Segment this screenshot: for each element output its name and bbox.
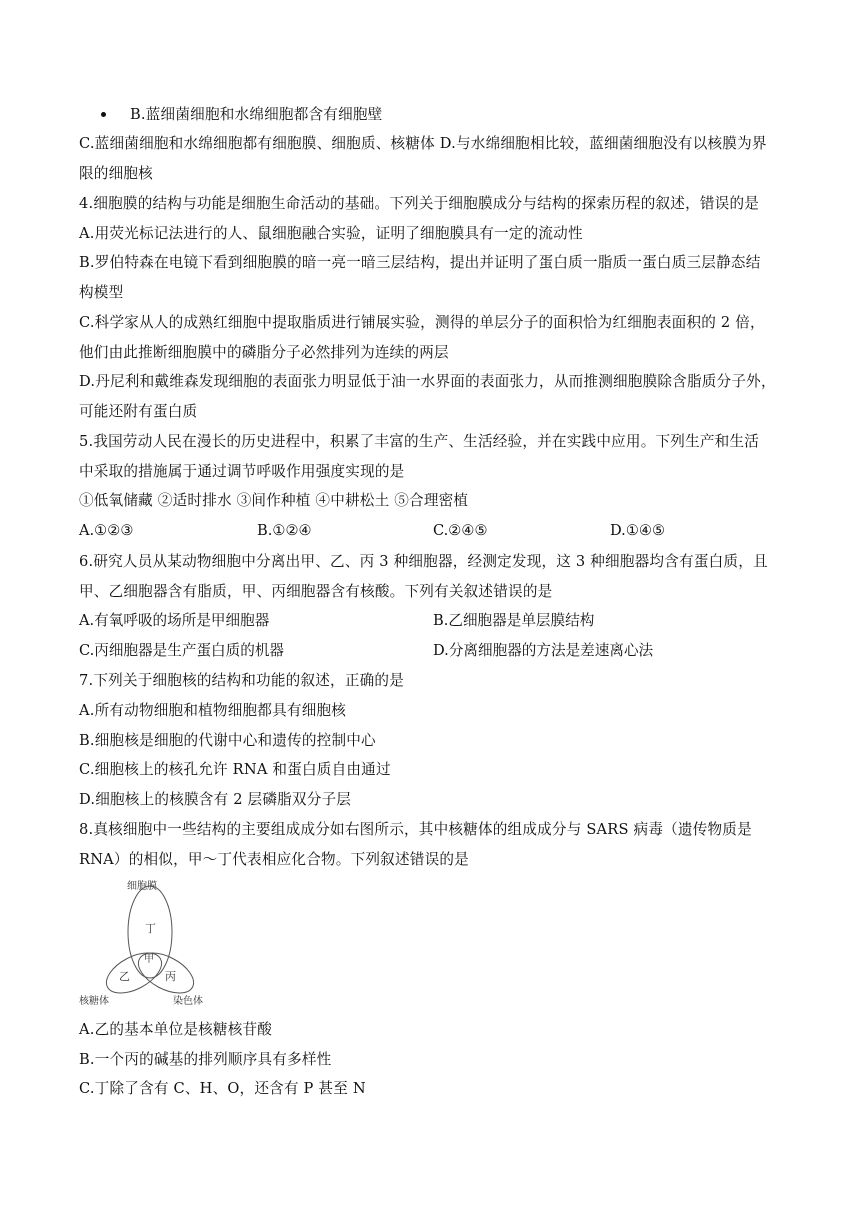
- q4-option-d: D.丹尼利和戴维森发现细胞的表面张力明显低于油一水界面的表面张力，从而推测细胞膜除含脂质分子外，: [79, 373, 776, 390]
- q5-items: ①低氧储藏 ②适时排水 ③间作种植 ④中耕松土 ⑤合理密植: [79, 492, 469, 509]
- venn-label-ding: 丁: [145, 922, 156, 935]
- venn-label-membrane: 细胞膜: [127, 881, 157, 892]
- q4-option-b-cont: 构模型: [79, 284, 124, 301]
- q4-stem: 4.细胞膜的结构与功能是细胞生命活动的基础。下列关于细胞膜成分与结构的探索历程的叙述，错误的是: [79, 195, 760, 212]
- q4-option-b: B.罗伯特森在电镜下看到细胞膜的暗一亮一暗三层结构，提出并证明了蛋白质一脂质一蛋白质三层静态结: [79, 254, 761, 271]
- bullet-dot: [101, 112, 106, 117]
- venn-diagram: [79, 876, 219, 1010]
- q7-stem: 7.下列关于细胞核的结构和功能的叙述，正确的是: [79, 672, 404, 689]
- q3-option-d-cont: 限的细胞核: [79, 165, 153, 182]
- q7-option-b: B.细胞核是细胞的代谢中心和遗传的控制中心: [79, 732, 376, 749]
- q6-stem: 6.研究人员从某动物细胞中分离出甲、乙、丙 3 种细胞器，经测定发现，这 3 种细胞器均含有蛋白质，且: [79, 553, 768, 570]
- q8-stem: 8.真核细胞中一些结构的主要组成成分如右图所示，其中核糖体的组成成分与 SARS 病毒（遗传物质是: [79, 821, 752, 838]
- q7-option-a: A.所有动物细胞和植物细胞都具有细胞核: [79, 702, 347, 719]
- q5-option-a: A.①②③: [79, 522, 134, 539]
- venn-label-yi: 乙: [119, 970, 130, 983]
- q5-option-b: B.①②④: [257, 522, 312, 539]
- q8-option-b: B.一个丙的碱基的排列顺序具有多样性: [79, 1051, 332, 1068]
- q8-stem-cont: RNA）的相似，甲～丁代表相应化合物。下列叙述错误的是: [79, 851, 469, 868]
- q5-option-d: D.①④⑤: [610, 522, 666, 539]
- q7-option-d: D.细胞核上的核膜含有 2 层磷脂双分子层: [79, 791, 352, 808]
- q3-option-b: B.蓝细菌细胞和水绵细胞都含有细胞壁: [130, 106, 383, 123]
- q6-option-d: D.分离细胞器的方法是差速离心法: [433, 642, 654, 659]
- q6-stem-cont: 甲、乙细胞器含有脂质，甲、丙细胞器含有核酸。下列有关叙述错误的是: [79, 583, 553, 600]
- q8-option-a: A.乙的基本单位是核糖核苷酸: [79, 1021, 273, 1038]
- q5-stem: 5.我国劳动人民在漫长的历史进程中，积累了丰富的生产、生活经验，并在实践中应用。下列生产和生活: [79, 433, 760, 450]
- q4-option-a: A.用荧光标记法进行的人、鼠细胞融合实验，证明了细胞膜具有一定的流动性: [79, 225, 583, 242]
- venn-label-chromosome: 染色体: [173, 996, 203, 1007]
- q4-option-c-cont: 他们由此推断细胞膜中的磷脂分子必然排列为连续的两层: [79, 344, 449, 361]
- q7-option-c: C.细胞核上的核孔允许 RNA 和蛋白质自由通过: [79, 761, 391, 778]
- q4-option-c: C.科学家从人的成熟红细胞中提取脂质进行铺展实验，测得的单层分子的面积恰为红细胞表面积的 2 倍，: [79, 314, 765, 331]
- q8-option-c: C.丁除了含有 C、H、O，还含有 P 甚至 N: [79, 1080, 366, 1097]
- q4-option-d-cont: 可能还附有蛋白质: [79, 403, 198, 420]
- q5-option-c: C.②④⑤: [433, 522, 488, 539]
- q6-option-a: A.有氧呼吸的场所是甲细胞器: [79, 612, 270, 629]
- q5-stem-cont: 中采取的措施属于通过调节呼吸作用强度实现的是: [79, 463, 405, 480]
- q6-option-b: B.乙细胞器是单层膜结构: [433, 612, 595, 629]
- q6-option-c: C.丙细胞器是生产蛋白质的机器: [79, 642, 285, 659]
- q3-option-c-d: C.蓝细菌细胞和水绵细胞都有细胞膜、细胞质、核糖体 D.与水绵细胞相比较，蓝细菌细胞没有以核膜为界: [79, 135, 767, 152]
- venn-label-ribosome: 核糖体: [79, 996, 109, 1007]
- venn-label-bing: 丙: [165, 970, 176, 983]
- venn-label-jia: 甲: [144, 954, 154, 965]
